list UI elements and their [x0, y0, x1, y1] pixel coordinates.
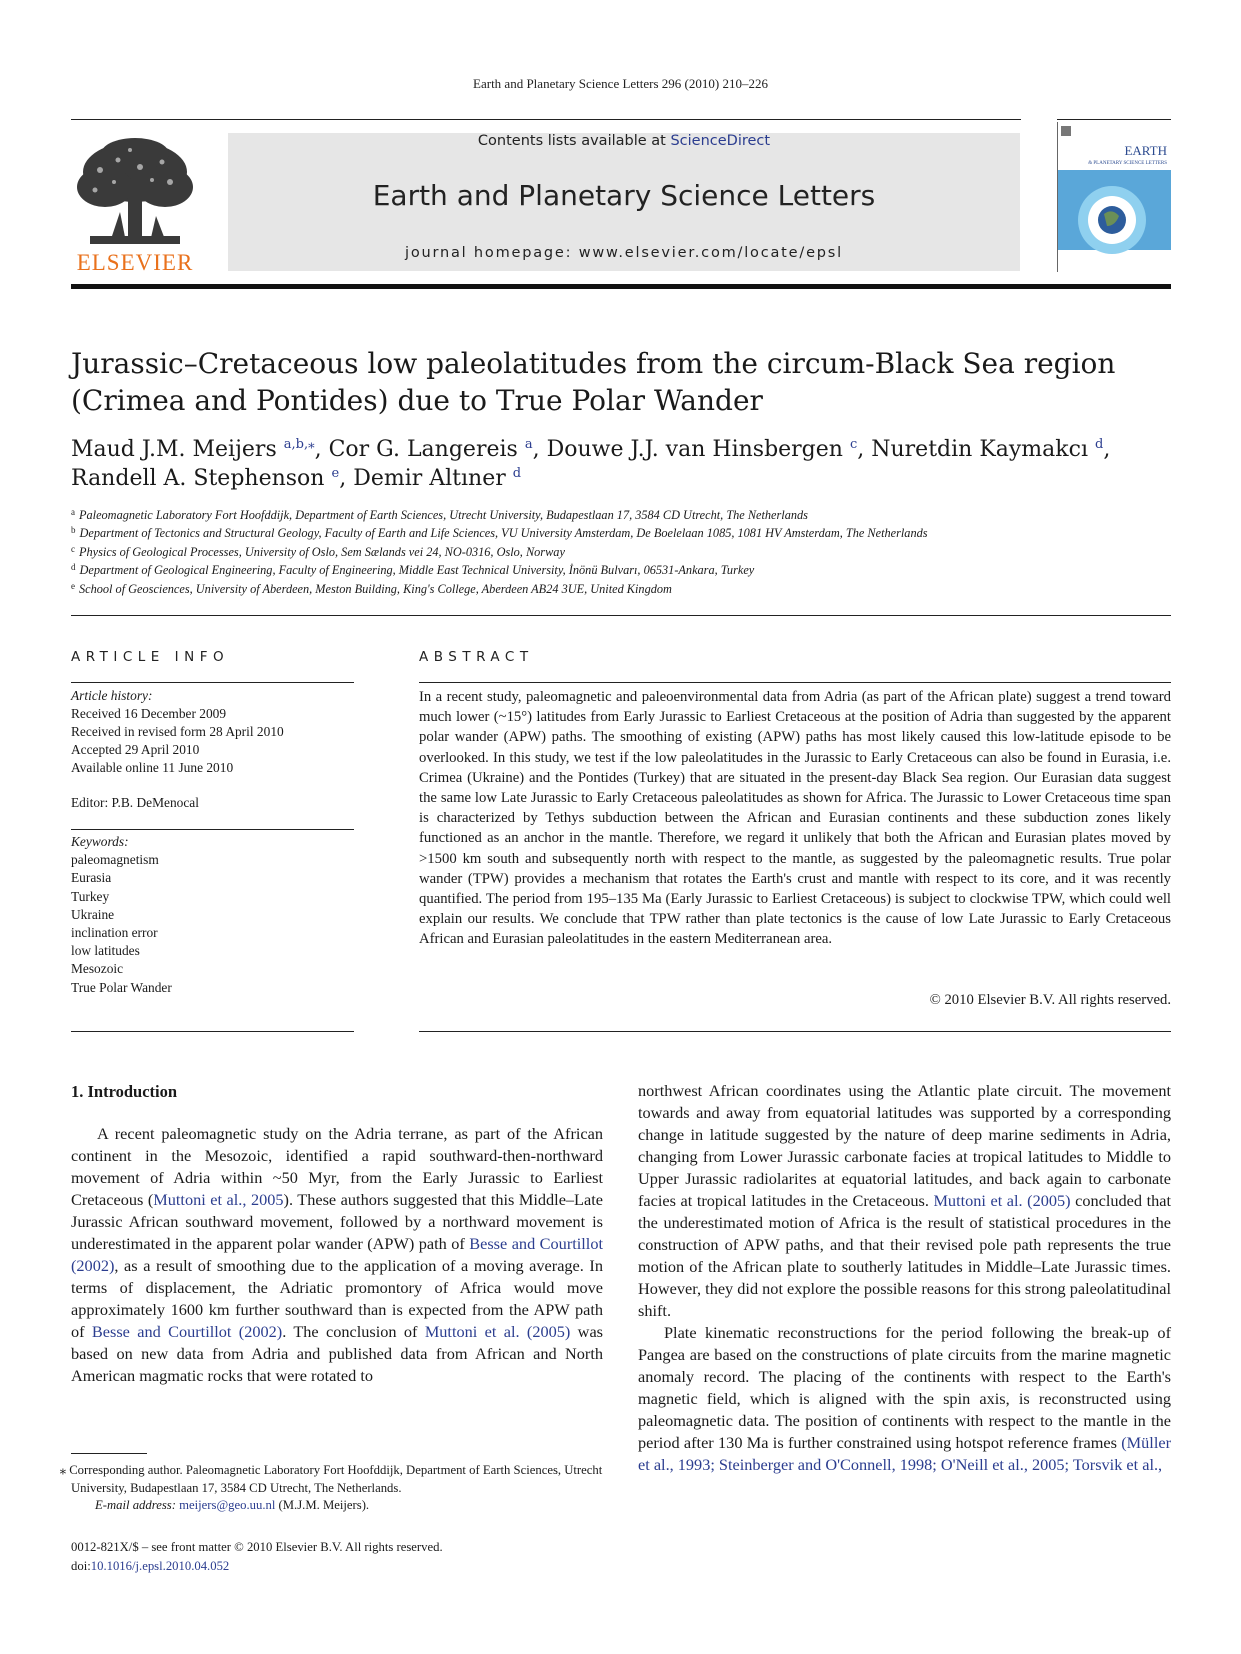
affiliation-text: Department of Geological Engineering, Faculty of Engineering, Middle East Technical University, İnönü Bulvarı, 06531-Ankara, Turkey	[79, 563, 755, 578]
author-name[interactable]: Cor G. Langereis	[328, 437, 518, 462]
paragraph-text: . The conclusion of	[282, 1322, 425, 1341]
doi-label: doi:	[71, 1558, 91, 1573]
affiliation-item	[71, 524, 1171, 542]
intro-paragraph-2	[638, 1322, 1171, 1476]
author-line-1	[71, 435, 1171, 464]
paragraph-text: was based on new data from Adria and published data from African and North American magmatic rocks that were rotated to	[71, 1322, 604, 1385]
author-affiliation-marker[interactable]: a	[524, 437, 533, 452]
keyword: paleomagnetism	[71, 852, 159, 868]
contents-line	[228, 133, 1020, 149]
affiliation-text: Paleomagnetic Laboratory Fort Hoofddijk, Department of Earth Sciences, Utrecht University, Budapestlaan 17, 3584 CD Utrecht, The Netherlands	[79, 508, 808, 522]
citation-link[interactable]: Besse and Courtillot (2002)	[91, 1322, 283, 1341]
affiliation-key: d	[71, 562, 76, 573]
corresponding-author-text: Corresponding author. Paleomagnetic Laboratory Fort Hoofddijk, Department of Earth Sciences, Utrecht University, Budapestlaan 17, 3584 CD Utrecht, The Netherlands.	[69, 1463, 603, 1495]
cover-top-rule	[1057, 119, 1171, 120]
sciencedirect-link[interactable]: ScienceDirect	[670, 133, 771, 149]
affiliation-rule	[71, 615, 1171, 616]
footnote-star: ⁎	[59, 1463, 67, 1477]
email-label: E-mail address:	[95, 1498, 176, 1513]
article-info-bottom-rule	[71, 1031, 354, 1032]
paragraph-text: Plate kinematic reconstructions for the period following the break-up of Pangea are based on the constructions of plate circuits from the marine magnetic anomaly record. The placing of the continents with respect to the Earth's magnetic field, which is aligned with the spin axis, is reconstructed using paleomagnetic data. The position of continents with respect to the mantle in the period after 130 Ma is further constrained using hotspot reference frames	[638, 1323, 1171, 1452]
journal-citation: Earth and Planetary Science Letters 296 (2010) 210–226	[473, 76, 768, 91]
author-separator: ,	[1103, 437, 1111, 462]
citation-link[interactable]: Muttoni et al. (2005)	[933, 1191, 1071, 1210]
doi-link[interactable]: 10.1016/j.epsl.2010.04.052	[90, 1558, 230, 1573]
author-name[interactable]: Demir Altıner	[353, 466, 506, 491]
section-heading-introduction: 1. Introduction	[71, 1082, 178, 1101]
editor: Editor: P.B. DeMenocal	[71, 795, 199, 810]
email-owner: (M.J.M. Meijers).	[278, 1498, 370, 1513]
author-list	[71, 435, 1171, 493]
email-line	[71, 1497, 603, 1515]
affiliation-item	[71, 506, 1171, 524]
abstract-rule	[419, 682, 1171, 683]
author-name[interactable]: Nuretdin Kaymakcı	[871, 437, 1088, 462]
article-history	[71, 687, 354, 777]
affiliation-item	[71, 580, 1171, 598]
keywords	[71, 833, 354, 997]
author-separator: ,	[314, 437, 329, 462]
affiliation-key: a	[71, 507, 75, 517]
author-separator: ,	[857, 437, 872, 462]
journal-cover-image	[1057, 122, 1171, 272]
citation-link[interactable]: Muttoni et al., 2005	[153, 1190, 284, 1209]
affiliation-text: Department of Tectonics and Structural Geology, Faculty of Earth and Life Sciences, VU University Amsterdam, De Boelelaan 1085, 1081 HV Amsterdam, The Netherlands	[79, 526, 928, 541]
affiliation-item	[71, 561, 1171, 579]
keyword: Mesozoic	[71, 961, 124, 977]
affiliation-key: e	[71, 580, 75, 591]
keywords-label: Keywords:	[71, 834, 129, 849]
journal-name: Earth and Planetary Science Letters	[372, 179, 876, 212]
elsevier-tree-icon	[70, 132, 200, 274]
keyword: Ukraine	[71, 906, 115, 922]
contents-prefix: Contents lists available at	[477, 133, 671, 149]
author-name[interactable]: Randell A. Stephenson	[71, 466, 325, 491]
received-date: Received 16 December 2009	[71, 706, 227, 721]
affiliation-text: School of Geosciences, University of Aberdeen, Meston Building, King's College, Aberdeen AB24 3UE, United Kingdom	[79, 581, 672, 596]
citation-link[interactable]: Muttoni et al. (2005)	[424, 1322, 571, 1341]
affiliation-key: c	[71, 543, 75, 554]
accepted-date: Accepted 29 April 2010	[71, 742, 200, 757]
paragraph-text: concluded that the underestimated motion of Africa is the result of statistical procedures in the construction of APW paths, and that their revised pole path represents the true motion of the African plate to southerly latitudes in Middle–Late Jurassic times. However, they did not explore the possible reasons for this strong paleolatitudinal shift.	[638, 1191, 1172, 1320]
header-bottom-rule	[71, 284, 1171, 289]
author-separator: ,	[339, 466, 354, 491]
cover-title: EARTH	[1124, 143, 1167, 158]
article-title	[71, 345, 1171, 419]
intro-paragraph-1	[71, 1123, 603, 1387]
doi-line	[71, 1557, 603, 1576]
keywords-rule	[71, 829, 354, 830]
publisher-wordmark: ELSEVIER	[76, 250, 194, 274]
journal-cover[interactable]	[1057, 122, 1171, 272]
affiliation-text: Physics of Geological Processes, University of Oslo, Sem Sælands vei 24, NO-0316, Oslo, Norway	[79, 544, 565, 559]
abstract-heading: ABSTRACT	[419, 649, 534, 665]
header-top-rule	[71, 119, 1021, 120]
revised-date: Received in revised form 28 April 2010	[71, 724, 284, 739]
journal-homepage[interactable]: journal homepage: www.elsevier.com/locate/epsl	[405, 245, 843, 261]
online-date: Available online 11 June 2010	[71, 760, 234, 775]
affiliation-list	[71, 506, 1171, 598]
author-name[interactable]: Maud J.M. Meijers	[71, 437, 277, 462]
author-affiliation-marker[interactable]: e	[331, 466, 340, 481]
elsevier-logo[interactable]	[70, 132, 200, 274]
issn-line: 0012-821X/$ – see front matter © 2010 Elsevier B.V. All rights reserved.	[71, 1540, 443, 1554]
intro-paragraph-1-continued	[638, 1080, 1171, 1322]
citation-link[interactable]: Besse and Courtillot (2002)	[71, 1234, 603, 1275]
author-affiliation-marker[interactable]: d	[1094, 437, 1104, 452]
author-name[interactable]: Douwe J.J. van Hinsbergen	[546, 437, 843, 462]
article-info-heading: ARTICLE INFO	[71, 649, 230, 665]
cover-subtitle: & PLANETARY SCIENCE LETTERS	[1088, 161, 1167, 166]
author-affiliation-marker[interactable]: a,b,⁎	[283, 437, 315, 452]
article-title-line-2: (Crimea and Pontides) due to True Polar Wander	[71, 384, 763, 417]
corresponding-author-footnote	[59, 1462, 603, 1515]
abstract-bottom-rule	[419, 1031, 1171, 1032]
keyword: Eurasia	[71, 870, 112, 886]
front-matter	[71, 1538, 603, 1575]
article-title-line-1: Jurassic–Cretaceous low paleolatitudes from the circum-Black Sea region	[71, 347, 1116, 380]
footnote-rule	[71, 1453, 147, 1454]
article-info-rule	[71, 682, 354, 683]
paragraph-text: northwest African coordinates using the Atlantic plate circuit. The movement towards and away from equatorial latitudes was supported by a corresponding change in latitude suggested by the nature of deep marine sediments in Adria, changing from Lower Jurassic carbonate facies at tropical latitudes to Middle to Upper Jurassic radiolarites at equatorial latitudes, and back again to carbonate facies at tropical latitudes in the Cretaceous.	[638, 1081, 1171, 1210]
author-line-2	[71, 464, 1171, 493]
keyword: True Polar Wander	[71, 979, 172, 995]
citation-link[interactable]: (Müller et al., 1993; Steinberger and O'Connell, 1998; O'Neill et al., 2005; Torsvik et al.,	[638, 1433, 1171, 1474]
email-link[interactable]: meijers@geo.uu.nl	[179, 1498, 276, 1513]
paragraph-text: A recent paleomagnetic study on the Adria terrane, as part of the African continent in the Mesozoic, identified a rapid southward-then-northward movement of Adria within ~50 Myr, from the Early Jurassic to Earliest Cretaceous (	[71, 1124, 603, 1209]
keyword: low latitudes	[71, 943, 140, 959]
paragraph-text: , as a result of smoothing due to the application of a moving average. In terms of displacement, the Adriatic promontory of Africa would move approximately 1600 km further southward than is expected from the APW path of	[71, 1256, 603, 1341]
keyword: inclination error	[71, 925, 158, 941]
abstract-text: In a recent study, paleomagnetic and paleoenvironmental data from Adria (as part of the African plate) suggest a trend toward much lower (~15°) latitudes from Early Jurassic to Earliest Cretaceous at the position of Adria than suggested by the apparent polar wander (APW) paths. The smoothing of existing (APW) paths has most likely caused this low-latitude episode to be overlooked. In this study, we test if the low paleolatitudes in the Jurassic to Early Cretaceous can also be found in Eurasia, i.e. Crimea (Ukraine) and the Pontides (Turkey) that are situated in the present-day Black Sea region. Our Eurasian data suggest the same low Late Jurassic to Early Cretaceous paleolatitudes as shown for Africa. The Jurassic to Lower Cretaceous time span is characterized by Tethys subduction between the African and Eurasian continents and these subduction zones likely functioned as an anchor in the mantle. Therefore, we regard it unlikely that both the African and Eurasian plates moved by >1500 km south and subsequently north with respect to the mantle, as suggested by the paleomagnetic results. True polar wander (TPW) provides a mechanism that rotates the Earth's crust and mantle with respect to its core, and it was recently quantified. The period from 195–135 Ma (Early Jurassic to Earliest Cretaceous) is subject to clockwise TPW, which could well explain our results. We conclude that TPW rather than plate tectonics is the cause of low Late Jurassic to Early Cretaceous African and Eurasian paleolatitudes in the eastern Mediterranean area.	[419, 689, 1171, 948]
body-column-right	[638, 1080, 1171, 1476]
affiliation-item	[71, 543, 1171, 561]
keyword: Turkey	[71, 888, 110, 904]
author-affiliation-marker[interactable]: c	[849, 437, 858, 452]
author-affiliation-marker[interactable]: d	[512, 466, 522, 481]
body-column-left	[71, 1123, 603, 1387]
history-label: Article history:	[71, 688, 153, 703]
author-separator: ,	[532, 437, 547, 462]
abstract-copyright: © 2010 Elsevier B.V. All rights reserved.	[929, 992, 1171, 1008]
paragraph-text: ). These authors suggested that this Middle–Late Jurassic African southward movement, followed by a northward movement is underestimated in the apparent polar wander (APW) path of	[71, 1190, 603, 1253]
affiliation-key: b	[71, 525, 76, 536]
